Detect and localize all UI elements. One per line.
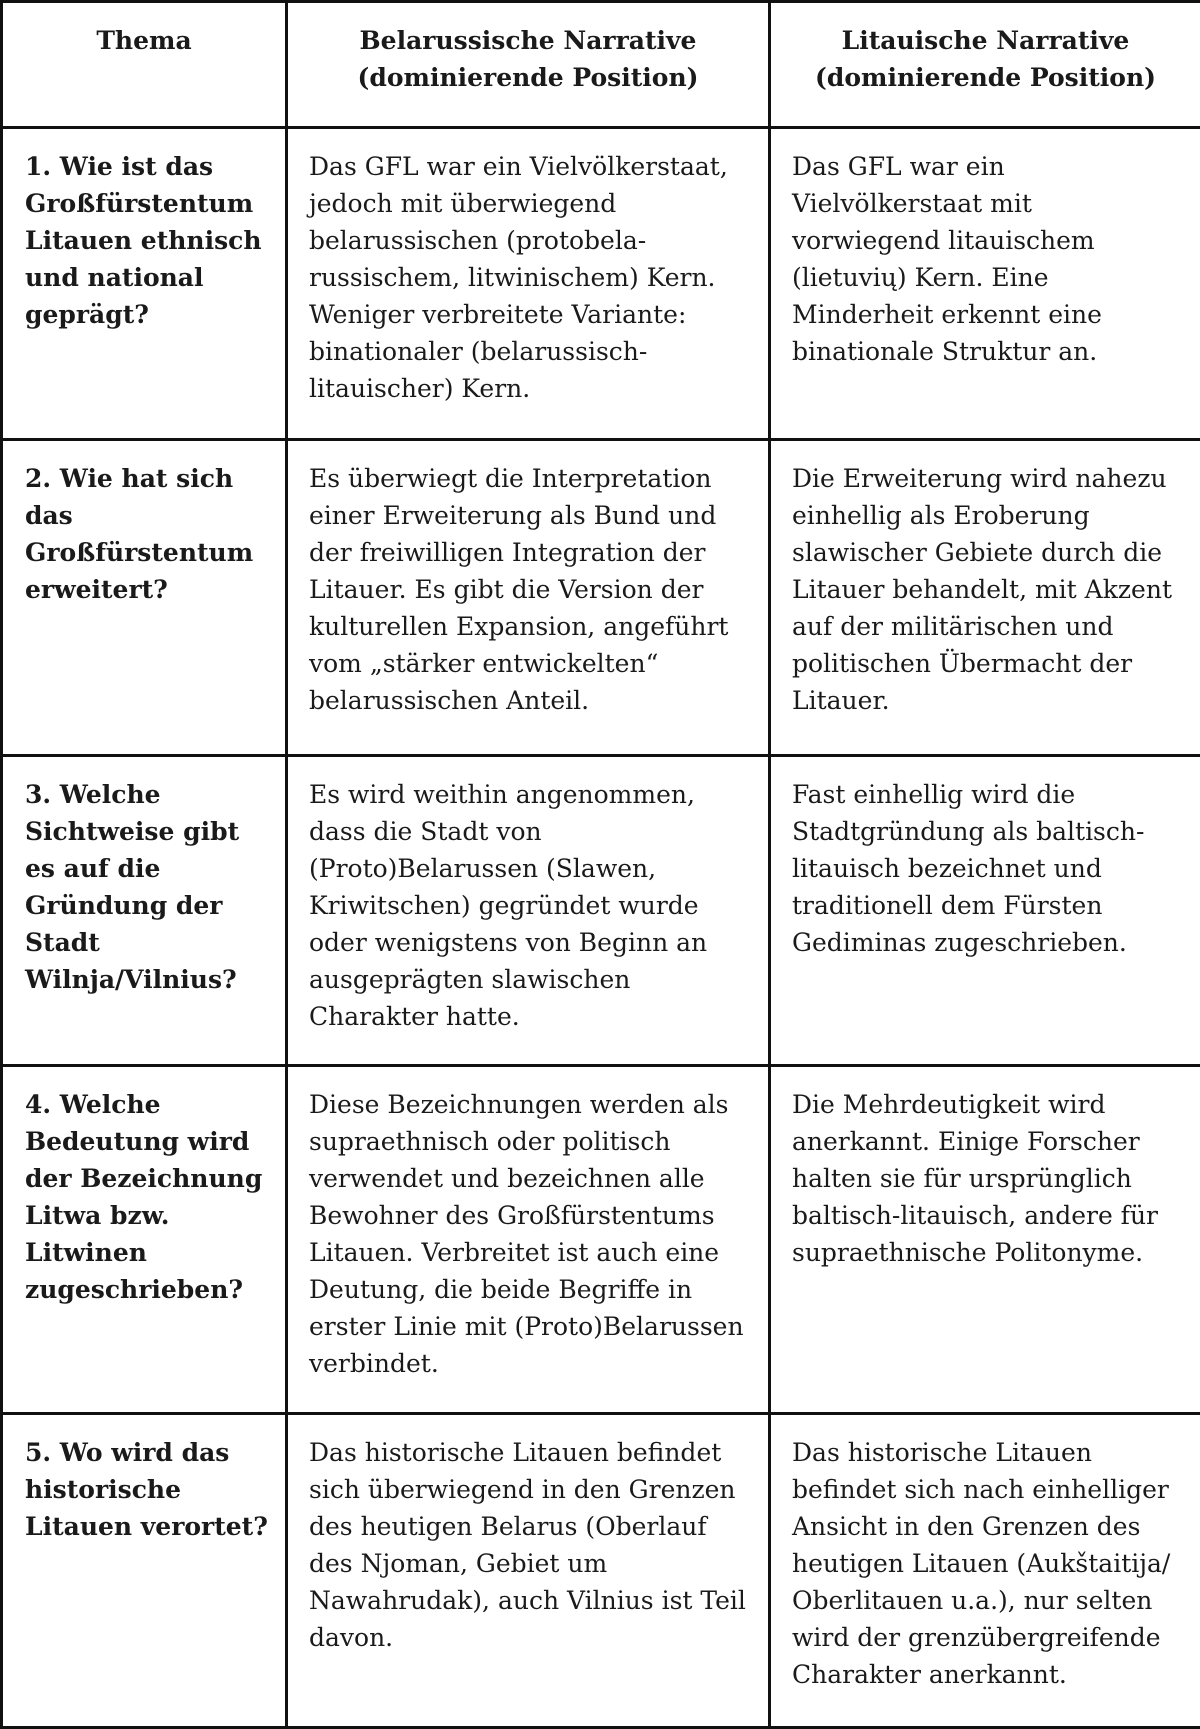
table-row <box>2 756 1200 1066</box>
table-row <box>2 1066 1200 1414</box>
header-lithuanian-narrative: Litauische Narrative (dominierende Position) <box>770 2 1200 128</box>
topic-cell: 1. Wie ist das Großfürstentum Litauen ethnisch und national geprägt? <box>2 128 287 440</box>
lithuanian-cell: Die Mehrdeutigkeit wird anerkannt. Einige Forscher halten sie für ursprünglich baltisch-litauisch, andere für supraethnische Politonyme. <box>770 1066 1200 1414</box>
lithuanian-cell: Das GFL war ein Vielvölkerstaat mit vorwiegend litauischem (lietuvių) Kern. Eine Minderheit erkennt eine binationale Struktur an. <box>770 128 1200 440</box>
topic-cell: 4. Welche Bedeutung wird der Bezeichnung Litwa bzw. Litwinen zugeschrieben? <box>2 1066 287 1414</box>
header-belarusian-narrative: Belarussische Narrative (dominierende Position) <box>287 2 770 128</box>
belarusian-cell: Es überwiegt die Interpretation einer Erweiterung als Bund und der freiwilligen Integration der Litauer. Es gibt die Version der kulturellen Expansion, angeführt vom „stärker entwickelten“ belarussischen Anteil. <box>287 440 770 756</box>
table-row <box>2 1414 1200 1728</box>
belarusian-cell: Das GFL war ein Vielvölkerstaat, jedoch mit überwiegend belarussischen (protobela-russischem, litwinischem) Kern. Weniger verbreitete Variante: binationaler (belarussisch-litauischer) Kern. <box>287 128 770 440</box>
topic-cell: 5. Wo wird das historische Litauen verortet? <box>2 1414 287 1728</box>
topic-cell: 2. Wie hat sich das Großfürstentum erweitert? <box>2 440 287 756</box>
table-row <box>2 440 1200 756</box>
lithuanian-cell: Fast einhellig wird die Stadtgründung als baltisch-litauisch bezeichnet und traditionell dem Fürsten Gediminas zugeschrieben. <box>770 756 1200 1066</box>
belarusian-cell: Es wird weithin angenommen, dass die Stadt von (Proto)Belarussen (Slawen, Kriwitschen) gegründet wurde oder wenigstens von Beginn an ausgeprägten slawischen Charakter hatte. <box>287 756 770 1066</box>
table-header-row <box>2 2 1200 128</box>
lithuanian-cell: Die Erweiterung wird nahezu einhellig als Eroberung slawischer Gebiete durch die Litauer behandelt, mit Akzent auf der militärischen und politischen Übermacht der Litauer. <box>770 440 1200 756</box>
table-row <box>2 128 1200 440</box>
header-topic: Thema <box>2 2 287 128</box>
belarusian-cell: Das historische Litauen befindet sich überwiegend in den Grenzen des heutigen Belarus (Oberlauf des Njoman, Gebiet um Nawahrudak), auch Vilnius ist Teil davon. <box>287 1414 770 1728</box>
belarusian-cell: Diese Bezeichnungen werden als supraethnisch oder politisch verwendet und bezeichnen alle Bewohner des Großfürstentums Litauen. Verbreitet ist auch eine Deutung, die beide Begriffe in erster Linie mit (Proto)Belarussen verbindet. <box>287 1066 770 1414</box>
lithuanian-cell: Das historische Litauen befindet sich nach einhelliger Ansicht in den Grenzen des heutigen Litauen (Aukštaitija/ Oberlitauen u.a.), nur selten wird der grenzübergreifende Charakter anerkannt. <box>770 1414 1200 1728</box>
topic-cell: 3. Welche Sichtweise gibt es auf die Gründung der Stadt Wilnja/Vilnius? <box>2 756 287 1066</box>
